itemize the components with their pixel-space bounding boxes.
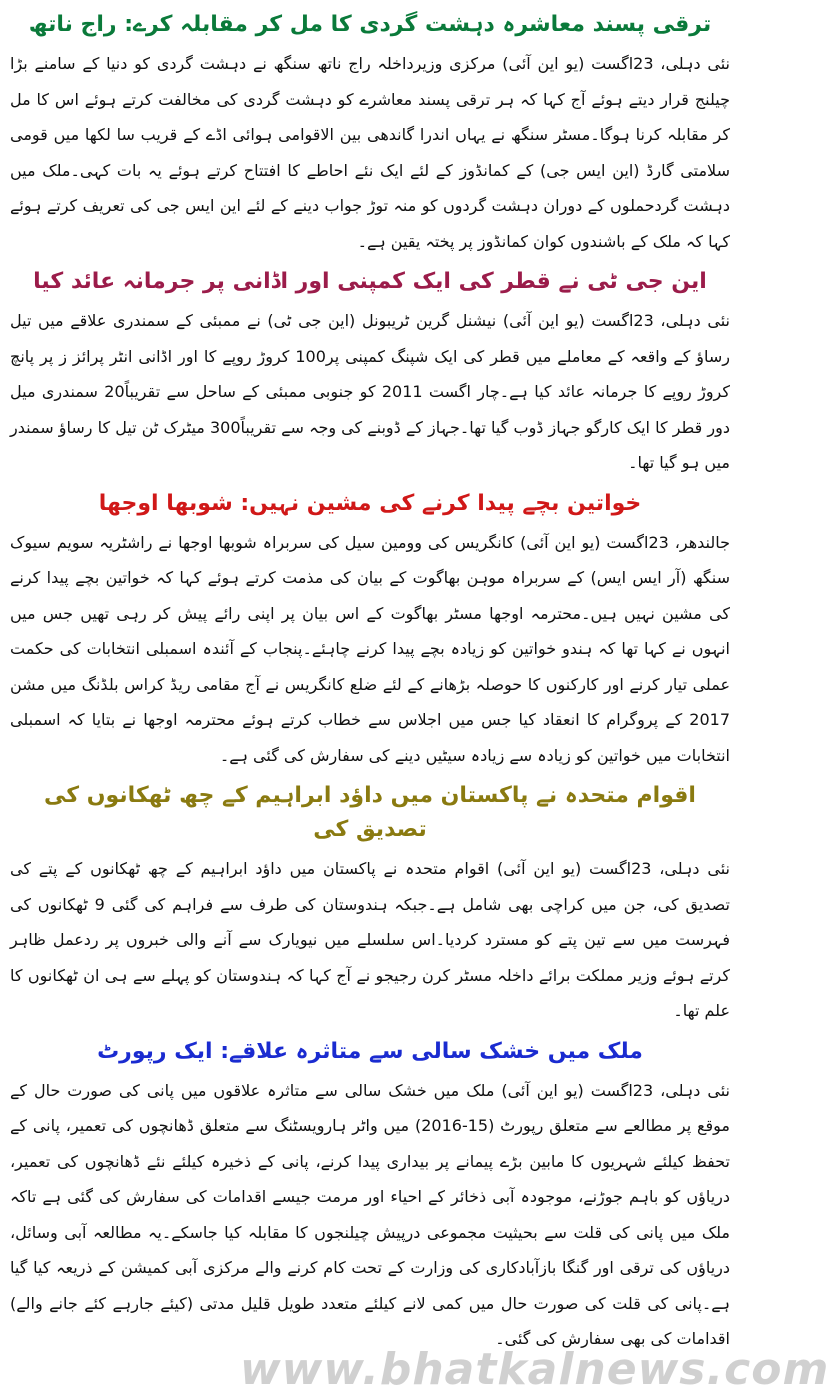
article-3 <box>10 487 730 774</box>
article-5-headline: ملک میں خشک سالی سے متاثرہ علاقے: ایک رپورٹ <box>97 1038 643 1064</box>
article-4-headline: اقوام متحدہ نے پاکستان میں داؤد ابراہیم کے چھ ٹھکانوں کی تصدیق کی <box>44 783 696 842</box>
article-5-body: نئی دہلی، 23اگست (یو این آئی) ملک میں خشک سالی سے متاثرہ علاقوں میں پانی کی صورت حال کے موقع پر مطالعے سے متعلق رپورٹ (15-2016) میں واٹر ہارویسٹنگ سے متعلق ڈھانچوں کی تعمیر، پانی کے تحفظ کیلئے شہریوں کا مابین بڑے پیمانے پر بیداری پیدا کرنے، پانی کے ذخیرہ کیلئے نئے ڈھانچوں کی تعمیر، دریاؤں کو باہم جوڑنے، موجودہ آبی ذخائر کے احیاء اور مرمت جیسے اقدامات کی سفارش کی گئی ہے تاکہ ملک میں پانی کی قلت سے بحیثیت مجموعی درپیش چیلنجوں کا مقابلہ کیا جاسکے۔یہ مطالعہ آبی وسائل، دریاؤں کی ترقی اور گنگا بازآبادکاری کی وزارت کے تحت کام کرنے والے مرکزی آبی کمیشن کے ذریعہ کیا گیا ہے۔پانی کی قلت کی صورت حال میں کمی لانے کیلئے متعدد طویل قلیل مدتی (کیئے جارہے کئے جانے والے) اقدامات کی بھی سفارش کی گئی۔ <box>10 1080 730 1348</box>
article-4-body: نئی دہلی، 23اگست (یو این آئی) اقوام متحدہ نے پاکستان میں داؤد ابراہیم کے چھ ٹھکانوں کے پتے کی تصدیق کی، جن میں کراچی بھی شامل ہے۔جبکہ ہندوستان کی طرف سے فراہم کی گئی 9 ٹھکانوں کی فہرست میں سے تین پتے کو مسترد کردیا۔اس سلسلے میں نیویارک سے آنے والی خبروں پر ردعمل ظاہر کرتے ہوئے وزیر مملکت برائے داخلہ مسٹر کرن رجیجو نے آج کہا کہ ہندوستان کو پہلے سے ہی ان ٹھکانوں کا علم تھا۔ <box>10 859 730 1020</box>
article-1-body: نئی دہلی، 23اگست (یو این آئی) مرکزی وزیرداخلہ راج ناتھ سنگھ نے دہشت گردی کو دنیا کے سامنے بڑا چیلنج قرار دیتے ہوئے آج کہا کہ ہر ترقی پسند معاشرے کو دہشت گردی کی مخالفت کرتے ہوئے اس کا مل کر مقابلہ کرنا ہوگا۔مسٹر سنگھ نے یہاں اندرا گاندھی بین الاقوامی ہوائی اڈے کے قریب سا لکھا میں قومی سلامتی گارڈ (این ایس جی) کے کمانڈوز کے لئے ایک نئے احاطے کا افتتاح کرتے ہوئے یہ بات کہی۔ملک میں دہشت گردحملوں کے دوران دہشت گردوں کو منہ توڑ جواب دینے کے لئے این ایس جی کی تعریف کرتے ہوئے کہا کہ ملک کے باشندوں کوان کمانڈوز پر پختہ یقین ہے۔ <box>10 54 730 251</box>
article-2-body: نئی دہلی، 23اگست (یو این آئی) نیشنل گرین ٹریبونل (این جی ٹی) نے ممبئی کے سمندری علاقے میں تیل رساؤ کے واقعہ کے معاملے میں قطر کی ایک شپنگ کمپنی پر100 کروڑ روپے کا اور اڈانی انٹر پرائز ز پر پانچ کروڑ روپے کا جرمانہ عائد کیا ہے۔چار اگست 2011 کو جنوبی ممبئی کے ساحل سے تقریباً20 سمندری میل دور قطر کا ایک کارگو جہاز ڈوب گیا تھا۔جہاز کے ڈوبنے کی وجہ سے تقریباً300 میٹرک ٹن تیل کا رساؤ سمندر میں ہو گیا تھا۔ <box>10 311 731 472</box>
article-4 <box>10 779 730 1029</box>
site-watermark: www.bhatkalnews.com <box>240 1344 829 1395</box>
article-2 <box>10 265 730 481</box>
article-3-headline: خواتین بچے پیدا کرنے کی مشین نہیں: شوبھا اوجھا <box>98 490 642 516</box>
article-1 <box>10 8 730 259</box>
article-1-headline: ترقی پسند معاشرہ دہشت گردی کا مل کر مقابلہ کرے: راج ناتھ <box>28 12 712 37</box>
article-5 <box>10 1035 730 1357</box>
article-2-headline: این جی ٹی نے قطر کی ایک کمپنی اور اڈانی پر جرمانہ عائد کیا <box>33 269 707 294</box>
article-3-body: جالندھر، 23اگست (یو این آئی) کانگریس کی وومین سیل کی سربراہ شوبھا اوجھا نے راشٹریہ سویم سیوک سنگھ (آر ایس ایس) کے سربراہ موہن بھاگوت کے بیان کی مذمت کرتے ہوئے کہا کہ خواتین بچے پیدا کرنے کی مشین نہیں ہیں۔محترمہ اوجھا مسٹر بھاگوت کے اس بیان پر اپنی رائے پیش کر رہی تھیں جس میں انہوں نے کہا تھا کہ ہندو خواتین کو زیادہ بچے پیدا کرنے چاہئے۔پنجاب کے آئندہ اسمبلی انتخابات کی حکمت عملی تیار کرنے اور کارکنوں کا حوصلہ بڑھانے کے لئے ضلع کانگریس نے آج مقامی ریڈ کراس بلڈنگ میں مشن 2017 کے پروگرام کا انعقاد کیا جس میں اجلاس سے خطاب کرتے ہوئے محترمہ اوجھا نے بتایا کہ اسمبلی انتخابات میں خواتین کو زیادہ سے زیادہ سیٹیں دینے کی سفارش کی گئی ہے۔ <box>10 532 731 765</box>
